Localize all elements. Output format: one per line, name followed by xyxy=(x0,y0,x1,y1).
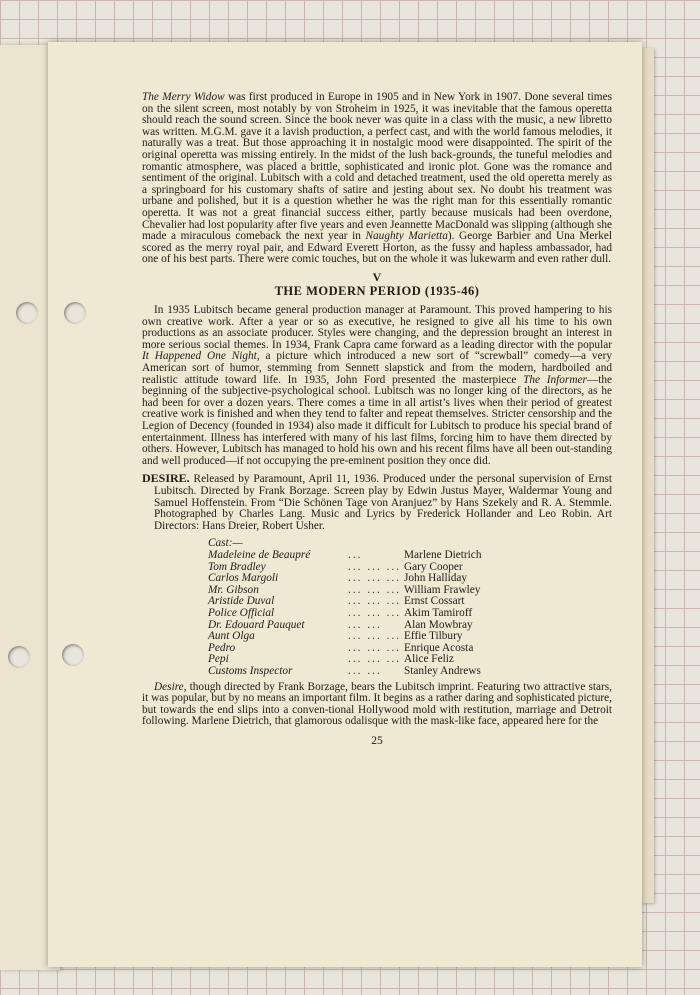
cast-role: Pepi xyxy=(208,654,229,666)
section-heading: THE MODERN PERIOD (1935-46) xyxy=(274,283,480,298)
cast-role: Customs Inspector xyxy=(208,665,293,677)
italic-title: The Informer xyxy=(523,373,587,386)
cast-actor: Akim Tamiroff xyxy=(404,606,473,619)
cast-role: Aristide Duval xyxy=(208,596,275,608)
cast-leader-dots: ... ... ... xyxy=(348,630,402,643)
cast-role: Madeleine de Beaupré xyxy=(208,549,311,561)
text-run: In 1935 Lubitsch became general production manager at Paramount. This proved hampering to his own creative work. After a year or so as executive, he resigned to give all his time to his own productions as an associate producer. Styles were changing, and the depression brought an interest in more serious social themes. In 1934, Frank Capra came forward as a leading director with the popular xyxy=(142,304,612,351)
cast-actor: Marlene Dietrich xyxy=(404,548,482,561)
cast-leader-dots: ... xyxy=(348,548,363,561)
cast-actor: Stanley Andrews xyxy=(404,664,481,677)
cast-list xyxy=(142,538,612,677)
italic-title: The Merry Widow xyxy=(142,91,225,103)
cast-leader-dots: ... ... ... xyxy=(348,641,402,654)
punch-hole-top xyxy=(64,302,86,324)
text-run: —the beginning of the subjective-psychological school. Lubitsch was no longer king of the directors, as he had been for over a dozen years. There comes a time in all artist’s lives when their period of greatest creative work is finished and when they tend to falter and repeat themselves. Stricter censorship and the Legion of Decency (founded in 1934) also made it difficult for Lubitsch to produce his special brand of entertainment. Illness has interfered with many of his last films, forcing him to have them directed by others. However, Lubitsch has managed to hold his own and his recent films have all been out-standing and well produced—if not occupying the pre-eminent position they once did. xyxy=(142,373,612,467)
cast-actor: William Frawley xyxy=(404,583,481,596)
italic-title: Desire xyxy=(154,680,184,693)
cast-role: Carlos Margoli xyxy=(208,573,279,585)
cast-leader-dots: ... ... ... xyxy=(348,653,402,666)
cast-leader-dots: ... ... xyxy=(348,664,382,677)
text-run: ). George Barbier and Una Merkel scored as the merry royal pair, and Edward Everett Horton, as the fussy and hapless ambassador, had one of his best parts. There were comic touches, but on the whole it was lukewarm and even rather dull. xyxy=(142,230,612,266)
cast-row xyxy=(142,550,612,562)
cast-row xyxy=(142,666,612,678)
punch-hole-bottom xyxy=(62,644,84,666)
paragraph-merry-widow xyxy=(142,92,612,266)
cast-role: Mr. Gibson xyxy=(208,584,259,596)
cast-leader-dots: ... ... ... xyxy=(348,572,402,585)
cast-actor: Effie Tilbury xyxy=(404,630,463,643)
cast-leader-dots: ... ... ... xyxy=(348,560,402,573)
cast-actor: Enrique Acosta xyxy=(404,641,474,654)
page-number: 25 xyxy=(371,734,383,747)
cast-role: Pedro xyxy=(208,642,236,654)
cast-role: Dr. Edouard Pauquet xyxy=(208,619,305,631)
cast-leader-dots: ... ... ... xyxy=(348,583,402,596)
page-text xyxy=(142,92,612,747)
cast-label: Cast:— xyxy=(208,537,243,550)
text-run: , a picture which introduced a new sort of “screwball” comedy—a very American sort of humor, stemming from Sennett slapstick and from the modern, hardboiled and realistic attitude toward life. In 1935, John Ford presented the masterpiece xyxy=(142,350,612,386)
cast-role: Aunt Olga xyxy=(208,631,255,643)
text-run: was first produced in Europe in 1905 and in New York in 1907. Done several times on the silent screen, most notably by von Stroheim in 1925, it was inevitable that the famous operetta should reach the sound screen. Since the book never was quite in a class with the music, a new libretto was written. M.G.M. gave it a lavish production, a perfect cast, and with the world famous melodies, it naturally was a treat. But those approaching it in nostalgic mood were disappointed. The spirit of the original operetta was missing entirely. In the midst of the lush back-grounds, the tuneful melodies and romantic atmosphere, was placed a brittle, sophisticated and ironic plot. Gone was the romance and sentiment of the original. Lubitsch with a cold and detached treatment, used the old operetta merely as a springboard for his customary shafts of satire and jesting about sex. No doubt his treatment was urbane and polished, but it is a question whether he was the right man for this essentially romantic operetta. It was not a great financial success either, partly because musicals had been overdone, Chevalier had lost popularity after five years and even Jeannette MacDonald was slipping (although she made a miraculous comeback the next year in xyxy=(142,91,612,243)
film-credits: Released by Paramount, April 11, 1936. Produced under the personal supervision of Ernst Lubitsch. Directed by Frank Borzage. Screen play by Edwin Justus Mayer, Waldermar Young and Samuel Hoffenstein. From “Die Schönen Tage von Aranjuez” by Hans Szekely and R. A. Stemmle. Photographed by Charles Lang. Music and Lyrics by Frederick Hollander and Leo Robin. Art Directors: Hans Dreier, Robert Usher. xyxy=(154,473,612,532)
paragraph-modern-period xyxy=(142,305,612,467)
cast-role: Police Official xyxy=(208,607,275,619)
cast-actor: Gary Cooper xyxy=(404,560,463,573)
section-number: V xyxy=(372,269,382,284)
cast-actor: John Halliday xyxy=(404,572,468,585)
cast-row xyxy=(142,608,612,620)
cast-actor: Alice Feliz xyxy=(404,653,454,666)
film-entry-desire xyxy=(142,473,612,532)
film-title: DESIRE. xyxy=(142,471,190,486)
punch-hole-left-bottom xyxy=(8,646,30,668)
text-run: , though directed by Frank Borzage, bears the Lubitsch imprint. Featuring two attractive stars, it was popular, but by no means an important film. It begins as a rather daring and sophisticated picture, but towards the end slips into a conven-tional Hollywood mold with restitution, marriage and Detroit following. Marlene Dietrich, that glamorous odalisque with the mask-like face, appeared here for the xyxy=(142,680,612,728)
italic-title: It Happened One Night xyxy=(142,350,257,363)
cast-actor: Ernst Cossart xyxy=(404,595,465,608)
cast-leader-dots: ... ... ... xyxy=(348,606,402,619)
punch-hole-left-top xyxy=(16,302,38,324)
cast-leader-dots: ... ... xyxy=(348,618,382,631)
cast-leader-dots: ... ... ... xyxy=(348,595,402,608)
cast-row xyxy=(142,573,612,585)
italic-title: Naughty Marietta xyxy=(365,230,448,243)
cast-role: Tom Bradley xyxy=(208,561,266,573)
paragraph-desire xyxy=(142,682,612,728)
cast-actor: Alan Mowbray xyxy=(404,618,473,631)
cast-row xyxy=(142,631,612,643)
